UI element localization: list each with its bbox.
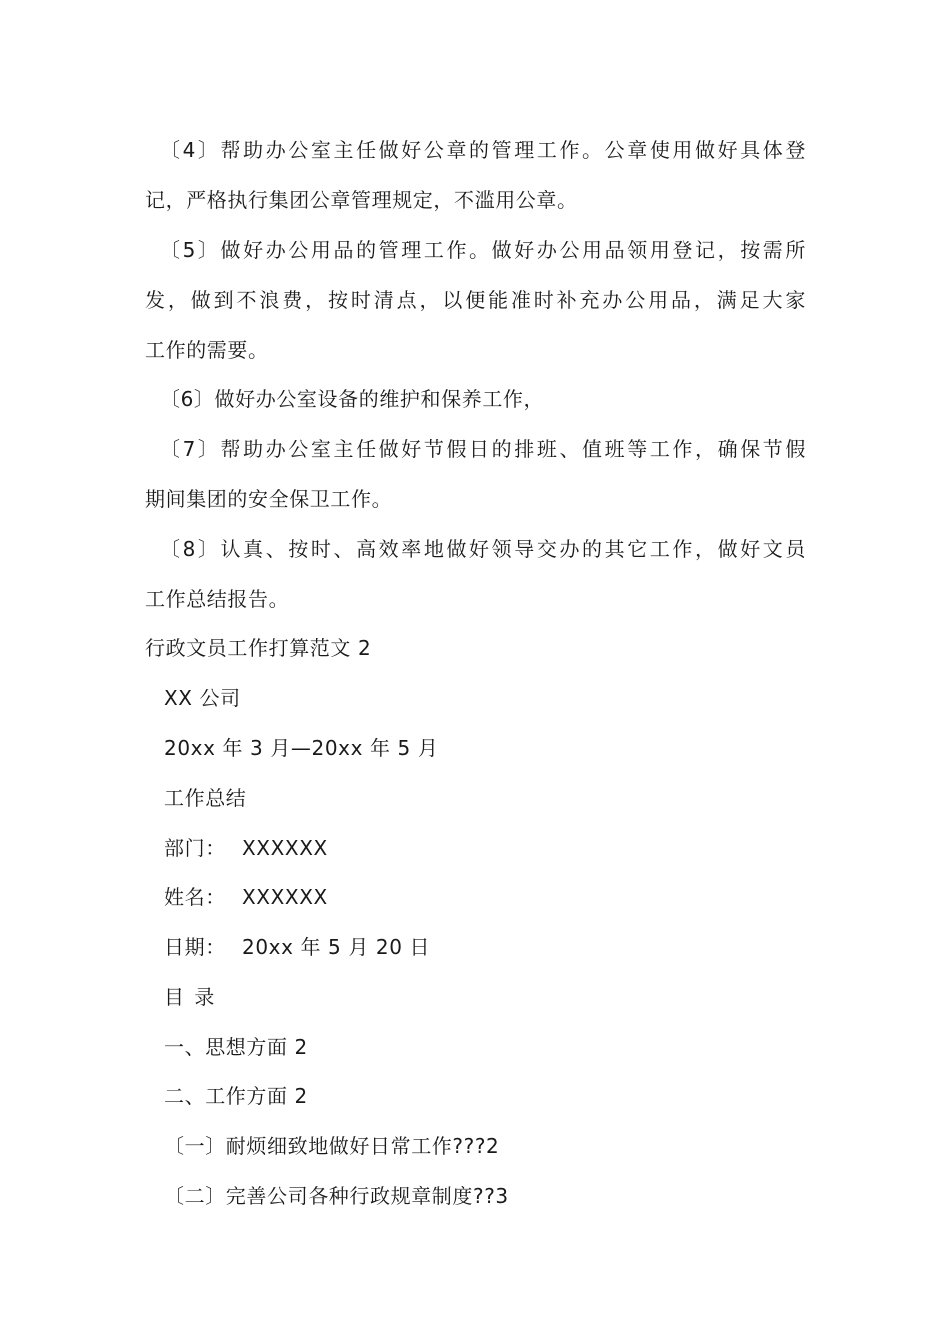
toc-entry-3: 〔一〕耐烦细致地做好日常工作???2 [164,1134,500,1158]
item-4-line-2: 记，严格执行集团公章管理规定，不滥用公章。 [145,188,578,212]
name-value: XXXXXX [242,885,328,909]
item-5-line-1: 〔5〕做好办公用品的管理工作。做好办公用品领用登记，按需所 [160,238,806,262]
date-label: 日期： [164,935,226,959]
company-name: XX 公司 [164,686,241,710]
item-7-line-2: 期间集团的安全保卫工作。 [145,487,393,511]
item-8-line-2: 工作总结报告。 [145,587,290,611]
item-6-line-1: 〔6〕做好办公室设备的维护和保养工作， [160,387,545,411]
dept-label: 部门： [164,836,226,860]
name-label: 姓名： [164,885,226,909]
section-heading: 行政文员工作打算范文 2 [145,636,372,660]
toc-entry-2: 二、工作方面 2 [164,1084,308,1108]
item-4-line-1: 〔4〕帮助办公室主任做好公章的管理工作。公章使用做好具体登 [160,138,806,162]
dept-value: XXXXXX [242,836,328,860]
report-period: 20xx 年 3 月—20xx 年 5 月 [164,736,439,760]
item-5-line-3: 工作的需要。 [145,338,269,362]
report-title: 工作总结 [164,786,247,810]
toc-title: 目 录 [164,985,217,1009]
item-8-line-1: 〔8〕认真、按时、高效率地做好领导交办的其它工作，做好文员 [160,537,806,561]
toc-entry-1: 一、思想方面 2 [164,1035,308,1059]
toc-entry-4: 〔二〕完善公司各种行政规章制度??3 [164,1184,509,1208]
item-5-line-2: 发，做到不浪费，按时清点，以便能准时补充办公用品，满足大家 [145,288,806,312]
date-value: 20xx 年 5 月 20 日 [242,935,431,959]
item-7-line-1: 〔7〕帮助办公室主任做好节假日的排班、值班等工作，确保节假 [160,437,806,461]
